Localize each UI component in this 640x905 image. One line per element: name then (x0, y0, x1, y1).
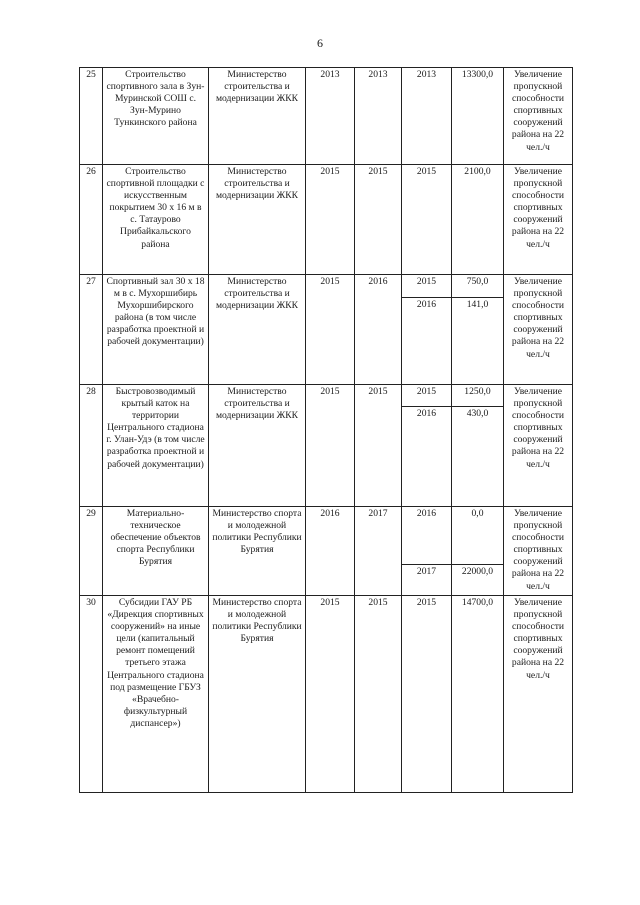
funding-year: 2013 (402, 68, 452, 165)
start-year: 2015 (306, 275, 355, 385)
measure-name: Субсидии ГАУ РБ «Дирекция спортивных сооружений» на иные цели (капитальный ремонт помещений третьего этажа Центрального стадиона под размещение ГБУЗ «Врачебно-физкультурный диспансер») (103, 596, 209, 793)
funding-amount: 22000,0 (452, 565, 504, 596)
start-year: 2013 (306, 68, 355, 165)
funding-year: 2015 (402, 275, 452, 298)
table-row (80, 68, 573, 165)
executor: Министерство строительства и модернизации ЖКК (209, 385, 306, 507)
executor: Министерство строительства и модернизации ЖКК (209, 165, 306, 275)
end-year: 2015 (355, 596, 402, 793)
expected-result: Увеличение пропускной способности спортивных сооружений района на 22 чел./ч (504, 68, 573, 165)
table-row (80, 165, 573, 275)
funding-amount: 14700,0 (452, 596, 504, 793)
table-row (80, 596, 573, 793)
funding-year: 2015 (402, 385, 452, 407)
funding-amount: 0,0 (452, 507, 504, 565)
executor: Министерство строительства и модернизации ЖКК (209, 275, 306, 385)
expected-result: Увеличение пропускной способности спортивных сооружений района на 22 чел./ч (504, 165, 573, 275)
measure-name: Спортивный зал 30 х 18 м в с. Мухоршибирь Мухоршибирского района (в том числе разработка проектной и рабочей документации) (103, 275, 209, 385)
row-number: 30 (80, 596, 103, 793)
row-number: 28 (80, 385, 103, 507)
funding-amount: 13300,0 (452, 68, 504, 165)
expected-result: Увеличение пропускной способности спортивных сооружений района на 22 чел./ч (504, 507, 573, 596)
measure-name: Быстровозводимый крытый каток на территории Центрального стадиона г. Улан-Удэ (в том числе разработка проектной и рабочей документации) (103, 385, 209, 507)
executor: Министерство спорта и молодежной политики Республики Бурятия (209, 507, 306, 596)
funding-amount: 1250,0 (452, 385, 504, 407)
start-year: 2015 (306, 596, 355, 793)
executor: Министерство строительства и модернизации ЖКК (209, 68, 306, 165)
funding-year: 2017 (402, 565, 452, 596)
row-number: 26 (80, 165, 103, 275)
end-year: 2013 (355, 68, 402, 165)
row-number: 29 (80, 507, 103, 596)
funding-amount: 750,0 (452, 275, 504, 298)
measure-name: Строительство спортивного зала в Зун-Муринской СОШ с. Зун-Мурино Тункинского района (103, 68, 209, 165)
start-year: 2015 (306, 385, 355, 507)
start-year: 2015 (306, 165, 355, 275)
program-measures-table (79, 67, 573, 793)
funding-year: 2016 (402, 507, 452, 565)
end-year: 2015 (355, 385, 402, 507)
funding-year: 2016 (402, 407, 452, 507)
measure-name: Строительство спортивной площадки с искусственным покрытием 30 х 16 м в с. Татаурово Прибайкальского района (103, 165, 209, 275)
table-row (80, 275, 573, 298)
funding-amount: 2100,0 (452, 165, 504, 275)
measure-name: Материально-техническое обеспечение объектов спорта Республики Бурятия (103, 507, 209, 596)
end-year: 2016 (355, 275, 402, 385)
funding-year: 2016 (402, 298, 452, 385)
executor: Министерство спорта и молодежной политики Республики Бурятия (209, 596, 306, 793)
table-row (80, 385, 573, 407)
page-number: 6 (317, 36, 323, 50)
expected-result: Увеличение пропускной способности спортивных сооружений района на 22 чел./ч (504, 275, 573, 385)
expected-result: Увеличение пропускной способности спортивных сооружений района на 22 чел./ч (504, 385, 573, 507)
end-year: 2015 (355, 165, 402, 275)
expected-result: Увеличение пропускной способности спортивных сооружений района на 22 чел./ч (504, 596, 573, 793)
table-row (80, 507, 573, 565)
start-year: 2016 (306, 507, 355, 596)
funding-year: 2015 (402, 596, 452, 793)
funding-year: 2015 (402, 165, 452, 275)
row-number: 27 (80, 275, 103, 385)
row-number: 25 (80, 68, 103, 165)
end-year: 2017 (355, 507, 402, 596)
funding-amount: 430,0 (452, 407, 504, 507)
funding-amount: 141,0 (452, 298, 504, 385)
